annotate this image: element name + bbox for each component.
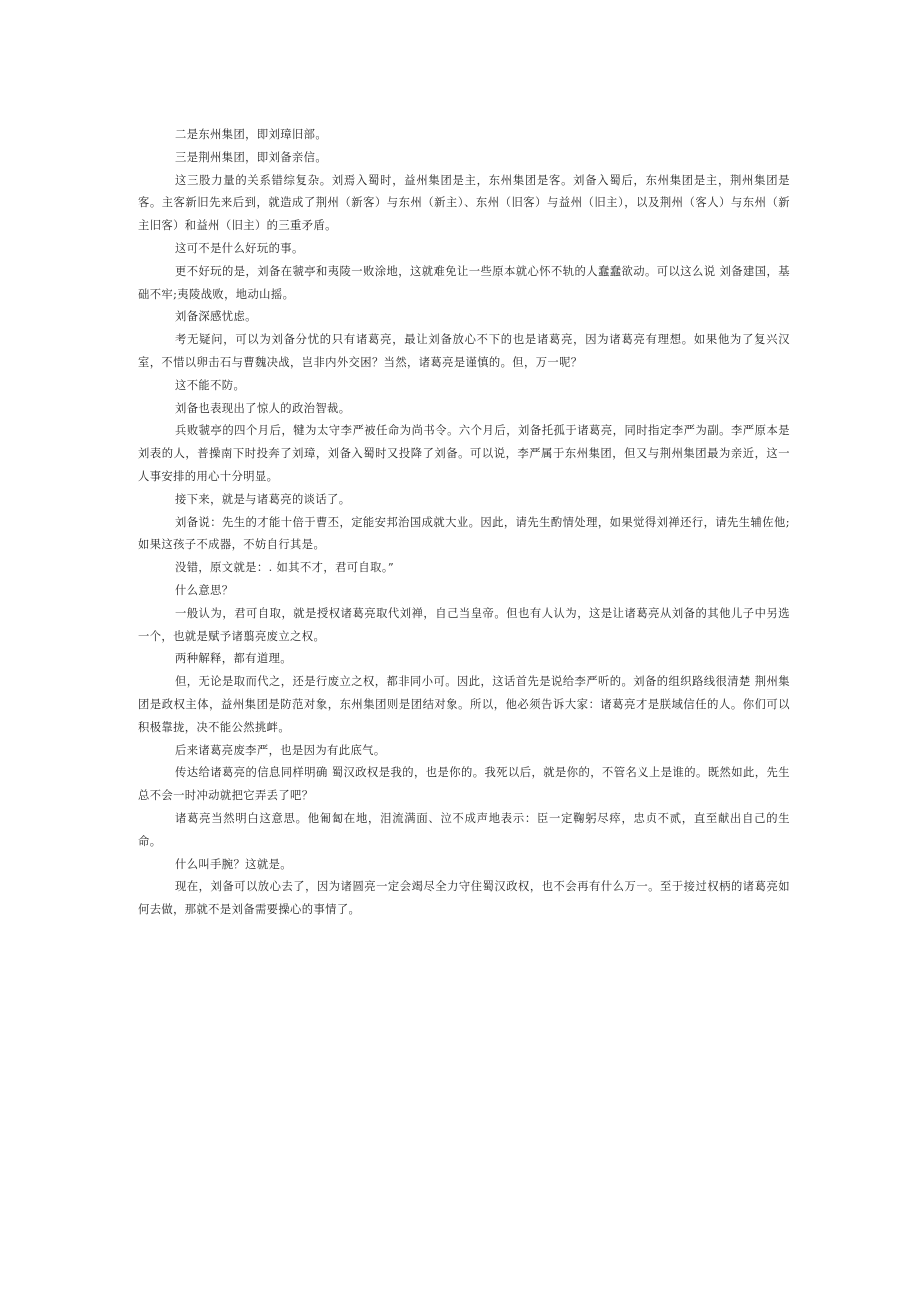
paragraph: 考无疑问，可以为刘备分忧的只有诸葛亮，最让刘备放心不下的也是诸葛亮，因为诸葛亮有理想。如果他为了复兴汉室，不惜以卵击石与曹魏决战，岂非内外交困？当然，诸葛亮是谨慎的。但，万一呢？ — [138, 333, 790, 369]
paragraph: 兵败虢亭的四个月后，犍为太守李严被任命为尚书令。六个月后，刘备托孤于诸葛亮，同时指定李严为副。李严原本是刘表的人，普操南下时投奔了刘璋，刘备入蜀时又投降了刘备。可以说，李严属于东州集团，但又与荆州集团最为亲近，这一人事安排的用心十分明显。 — [138, 424, 790, 483]
paragraph: 刘备深感忧虑。 — [175, 310, 257, 324]
paragraph: 诸葛亮当然明白这意思。他匍匐在地，泪流满面、泣不成声地表示：臣一定鞠躬尽瘁，忠贞不贰，直至献出自己的生命。 — [138, 811, 790, 848]
paragraph: 现在，刘备可以放心去了，因为诸圆亮一定会竭尽全力守住蜀汉政权，也不会再有什么万一。至于接过权柄的诸葛亮如何去做，那就不是刘备需要操心的事情了。 — [138, 880, 790, 917]
paragraph: 什么意思？ — [175, 583, 234, 597]
paragraph: 二是东州集团，即刘璋旧部。 — [175, 128, 328, 141]
paragraph: 接下来，就是与诸葛亮的谈话了。 — [175, 492, 351, 506]
paragraph: 这可不是什么好玩的事。 — [175, 241, 304, 255]
paragraph: 后来诸葛亮废李严，也是因为有此底气。 — [175, 743, 386, 757]
paragraph: 没错，原文就是：. 如其不才，君可自取。” — [175, 561, 395, 575]
document-body — [138, 124, 790, 922]
paragraph: 刘备说：先生的才能十倍于曹丕，定能安邦治国成就大业。因此，请先生酌情处理，如果觉得刘禅还行，请先生辅佐他;如果这孩子不成器，不妨自行其是。 — [138, 515, 790, 552]
paragraph: 两种解释，都有道理。 — [175, 652, 292, 666]
paragraph: 但，无论是取而代之，还是行废立之权，都非同小可。因此，这话首先是说给李严听的。刘备的组织路线很清楚 荆州集团是政权主体，益州集团是防范对象，东州集团则是团结对象。所以，他必须告诉大家：诸葛亮才是朕域信任的人。你们可以积极靠拢，决不能公然挑衅。 — [138, 675, 790, 734]
paragraph: 这不能不防。 — [175, 378, 246, 392]
paragraph: 这三股力量的关系错综复杂。刘焉入蜀时，益州集团是主，东州集团是客。刘备入蜀后，东州集团是主，荆州集团是客。主客新旧先来后到，就造成了荆州（新客）与东州（新主）、东州（旧客）与益州（旧主），以及荆州（客人）与东州（新主旧客）和益州（旧主）的三重矛盾。 — [138, 173, 790, 233]
paragraph: 更不好玩的是，刘备在虢亭和夷陵一败涂地，这就难免让一些原本就心怀不轨的人蠢蠢欲动。可以这么说 刘备建国，基础不牢;夷陵战败，地动山摇。 — [138, 264, 790, 301]
paragraph: 一般认为，君可自取，就是授权诸葛亮取代刘禅，自己当皇帝。但也有人认为，这是让诸葛亮从刘备的其他儿子中另选一个，也就是赋予诸翦亮废立之权。 — [138, 606, 790, 643]
paragraph: 刘备也表现出了惊人的政治智裁。 — [175, 401, 351, 415]
paragraph: 三是荆州集团，即刘备亲信。 — [175, 150, 328, 164]
paragraph: 什么叫手腕？这就是。 — [175, 857, 292, 871]
paragraph: 传达给诸葛亮的信息同样明确 蜀汉政权是我的，也是你的。我死以后，就是你的，不管名义上是谁的。既然如此，先生总不会一时冲动就把它弄丢了吧？ — [138, 766, 790, 803]
